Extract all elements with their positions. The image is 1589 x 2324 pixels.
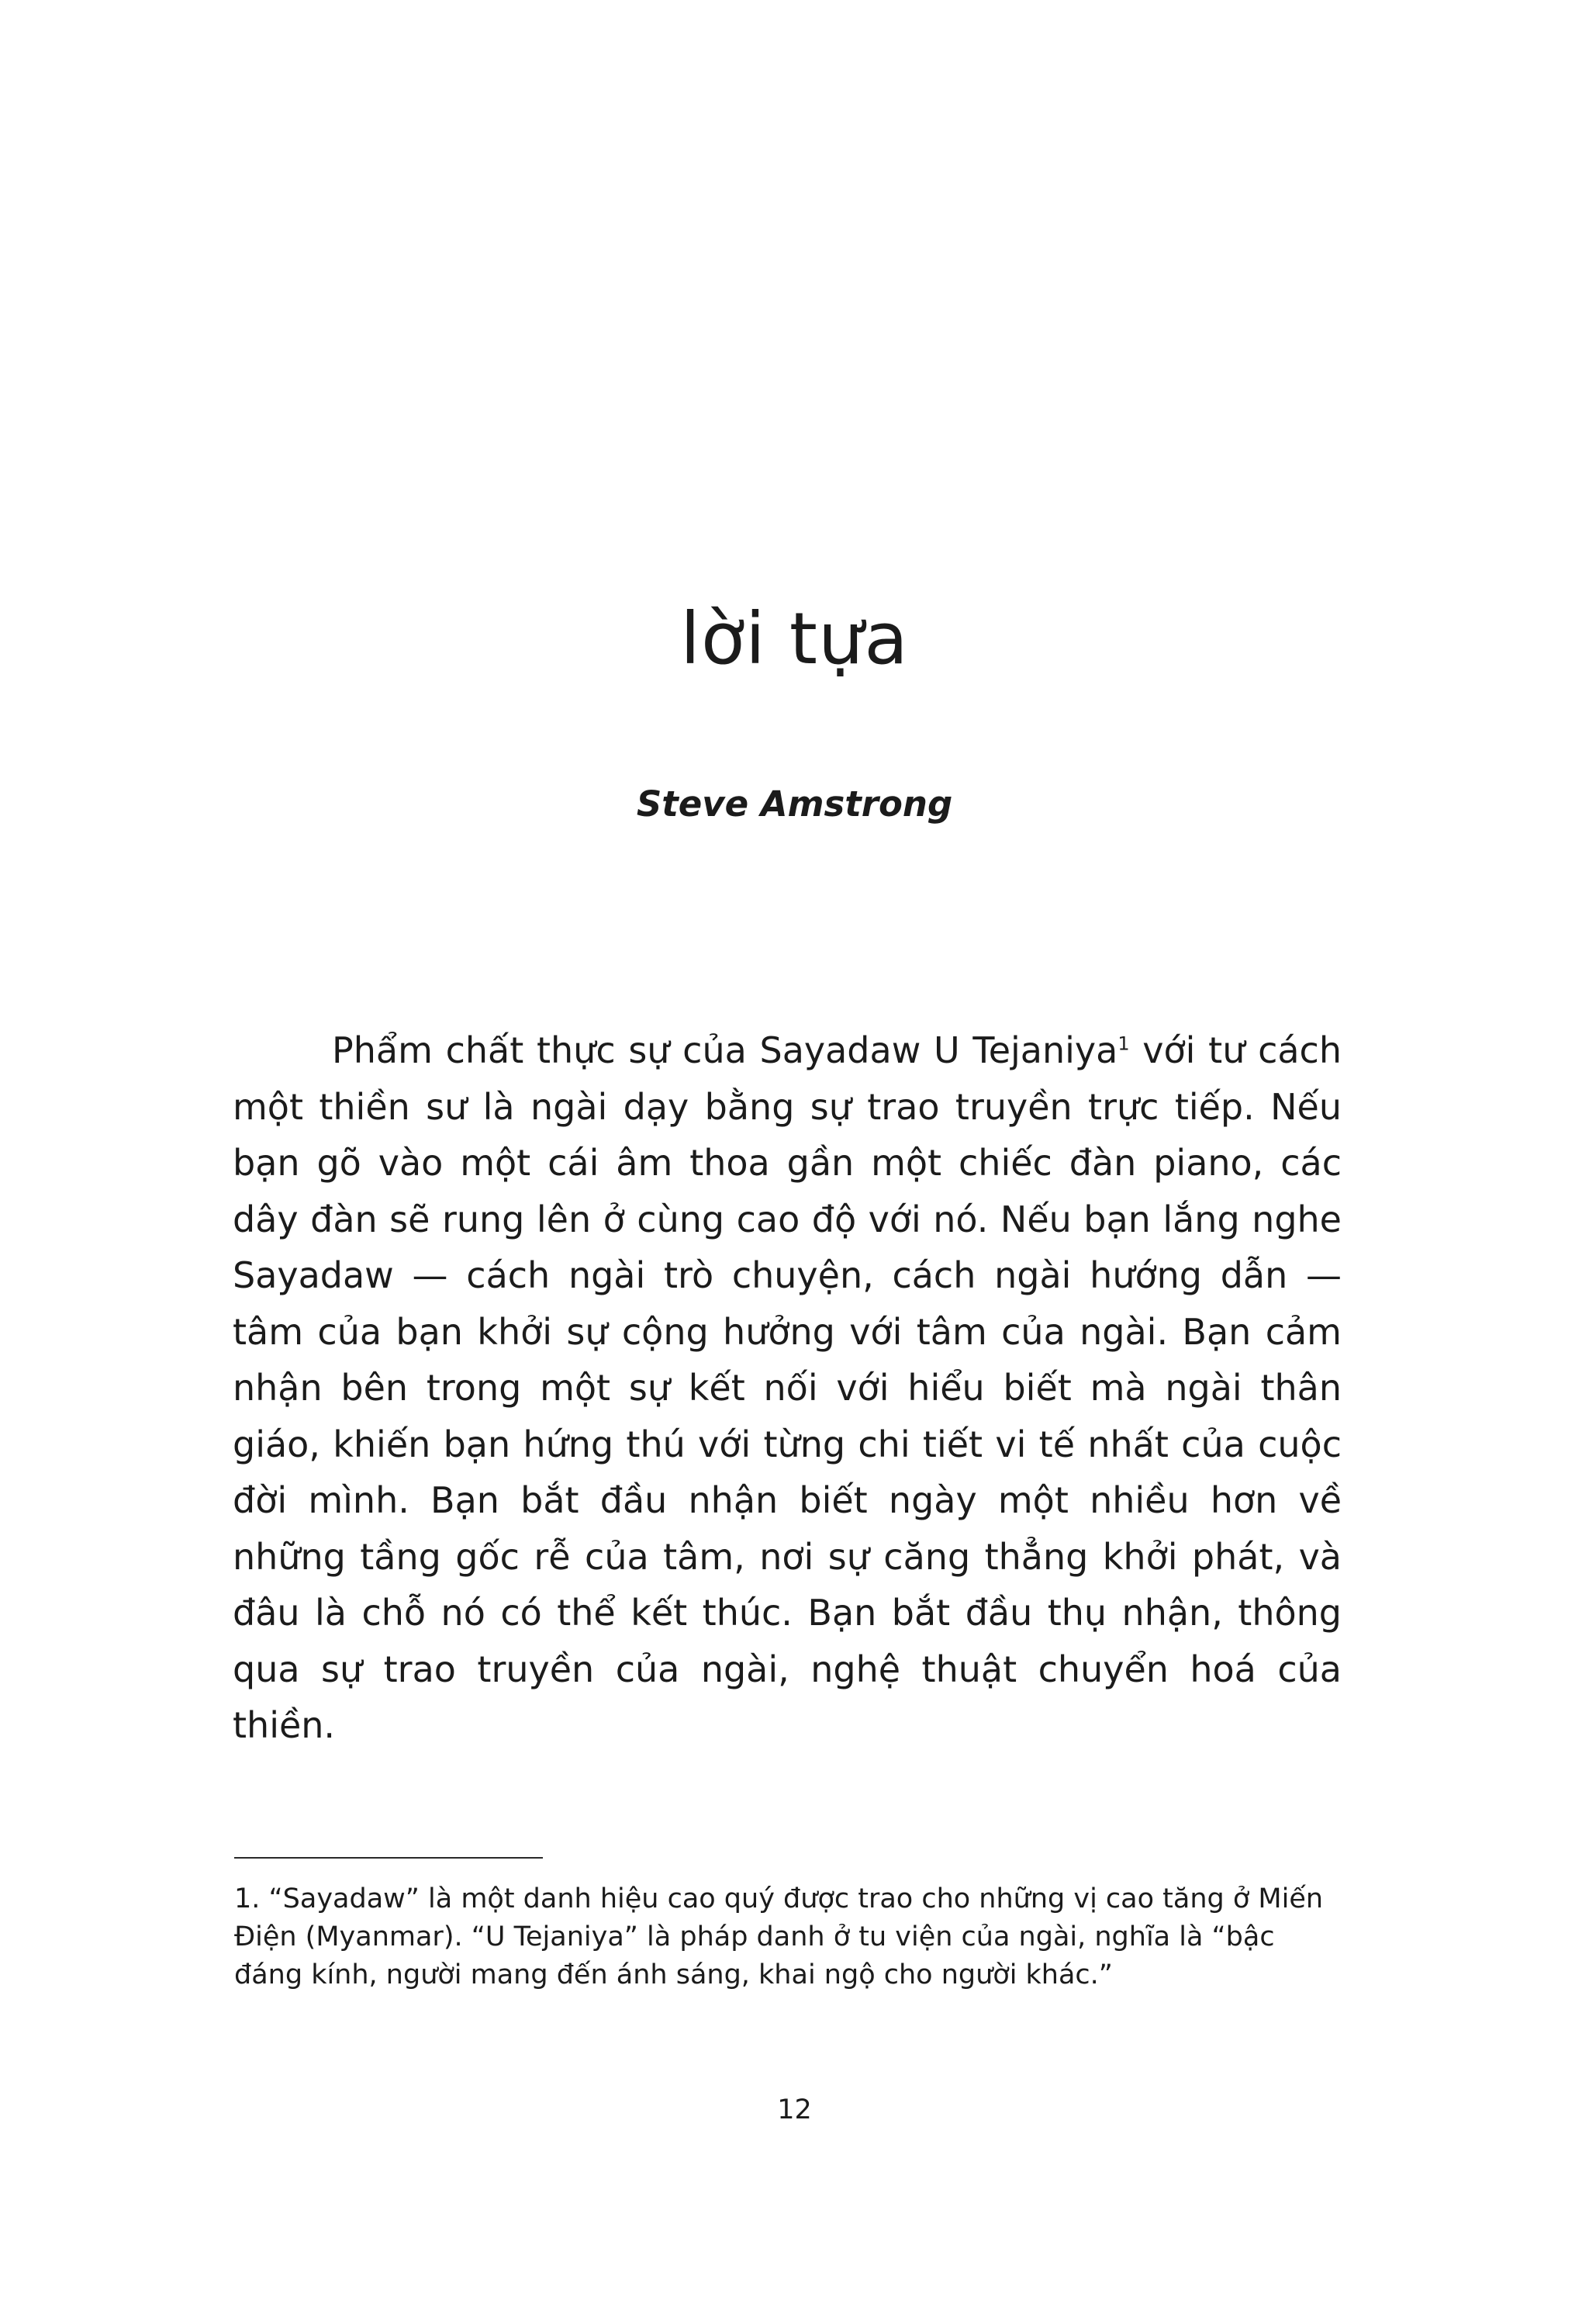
footnote-marker: 1 bbox=[1117, 1032, 1130, 1055]
chapter-author: Steve Amstrong bbox=[636, 783, 953, 825]
footnote-divider bbox=[234, 1857, 543, 1859]
footnote: 1. “Sayadaw” là một danh hiệu cao quý được trao cho những vị cao tăng ở Miến Điện (Myanmar). “U Tejaniya” là pháp danh ở tu viện của ngài, nghĩa là “bậc đáng kính, người mang đến ánh sáng, khai ngộ cho người khác.” bbox=[234, 1883, 1324, 1990]
body-paragraph bbox=[233, 1022, 1342, 1754]
page-number: 12 bbox=[777, 2094, 812, 2125]
chapter-title: lời tựa bbox=[680, 597, 909, 680]
body-text-start: Phẩm chất thực sự của Sayadaw U Tejaniya bbox=[332, 1029, 1118, 1071]
body-text-end: với tư cách một thiền sư là ngài dạy bằng sự trao truyền trực tiếp. Nếu bạn gõ vào một cái âm thoa gần một chiếc đàn piano, các dây đàn sẽ rung lên ở cùng cao độ với nó. Nếu bạn lắng nghe Sayadaw — cách ngài trò chuyện, cách ngài hướng dẫn — tâm của bạn khởi sự cộng hưởng với tâm của ngài. Bạn cảm nhận bên trong một sự kết nối với hiểu biết mà ngài thân giáo, khiến bạn hứng thú với từng chi tiết vi tế nhất của cuộc đời mình. Bạn bắt đầu nhận biết ngày một nhiều hơn về những tầng gốc rễ của tâm, nơi sự căng thẳng khởi phát, và đâu là chỗ nó có thể kết thúc. Bạn bắt đầu thụ nhận, thông qua sự trao truyền của ngài, nghệ thuật chuyển hoá của thiền. bbox=[233, 1029, 1342, 1746]
